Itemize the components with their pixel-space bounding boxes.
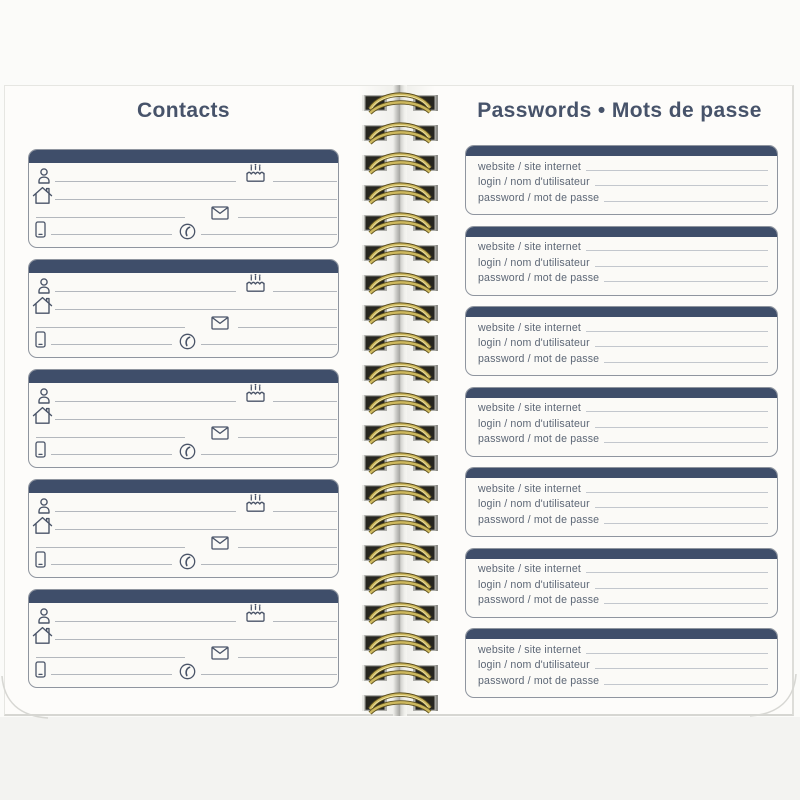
- login-row: [478, 415, 768, 431]
- home-icon: [32, 296, 53, 315]
- page-title: Contacts: [136, 99, 231, 122]
- writing-line: [604, 201, 768, 202]
- binding-loop: [361, 149, 439, 176]
- writing-line: [604, 442, 768, 443]
- passwords-page: [404, 85, 794, 716]
- password-card: [465, 306, 778, 376]
- field-label: login / nom d'utilisateur: [478, 659, 590, 672]
- writing-line: [238, 657, 337, 658]
- binding-loop: [361, 539, 439, 566]
- person-icon: [36, 607, 52, 625]
- writing-line: [604, 603, 768, 604]
- birthday-cake-icon: [244, 603, 267, 623]
- card-header-bar: [29, 370, 338, 383]
- field-label: website / site internet: [478, 643, 581, 656]
- writing-line: [51, 564, 172, 565]
- writing-line: [586, 653, 768, 654]
- writing-line: [51, 234, 172, 235]
- writing-line: [51, 454, 172, 455]
- login-row: [478, 496, 768, 512]
- envelope-icon: [211, 646, 229, 660]
- binding-loop: [361, 119, 439, 146]
- writing-line: [55, 309, 337, 310]
- card-header-bar: [466, 146, 777, 156]
- login-row: [478, 576, 768, 592]
- writing-line: [238, 437, 337, 438]
- login-row: [478, 254, 768, 270]
- telephone-icon: [179, 443, 196, 460]
- birthday-cake-icon: [244, 163, 267, 183]
- binding-loop: [361, 359, 439, 386]
- password-card: [465, 548, 778, 618]
- password-card: [465, 467, 778, 537]
- writing-line: [586, 170, 768, 171]
- website-row: [478, 239, 768, 255]
- website-row: [478, 158, 768, 174]
- field-label: website / site internet: [478, 563, 581, 576]
- binding-loop: [361, 389, 439, 416]
- card-header-bar: [466, 549, 777, 559]
- binding-loop: [361, 179, 439, 206]
- writing-line: [586, 250, 768, 251]
- writing-line: [55, 621, 236, 622]
- password-row: [478, 592, 768, 608]
- password-row: [478, 270, 768, 286]
- card-header-bar: [29, 150, 338, 163]
- card-header-bar: [466, 468, 777, 478]
- envelope-icon: [211, 426, 229, 440]
- writing-line: [51, 344, 172, 345]
- card-header-bar: [466, 388, 777, 398]
- writing-line: [36, 547, 185, 548]
- field-label: login / nom d'utilisateur: [478, 337, 590, 350]
- writing-line: [595, 588, 768, 589]
- home-icon: [32, 406, 53, 425]
- writing-line: [604, 281, 768, 282]
- password-card-list: [465, 145, 778, 709]
- login-row: [478, 657, 768, 673]
- writing-line: [201, 344, 337, 345]
- telephone-icon: [179, 553, 196, 570]
- desk-background: [0, 717, 800, 800]
- binding-loop: [361, 689, 439, 716]
- writing-line: [238, 547, 337, 548]
- website-row: [478, 400, 768, 416]
- writing-line: [55, 511, 236, 512]
- binding-loop: [361, 509, 439, 536]
- binding-loop: [361, 299, 439, 326]
- binding-loop: [361, 479, 439, 506]
- writing-line: [586, 411, 768, 412]
- person-icon: [36, 167, 52, 185]
- website-row: [478, 319, 768, 335]
- writing-line: [595, 427, 768, 428]
- field-label: website / site internet: [478, 402, 581, 415]
- writing-line: [55, 291, 236, 292]
- writing-line: [55, 401, 236, 402]
- writing-line: [201, 674, 337, 675]
- envelope-icon: [211, 536, 229, 550]
- writing-line: [36, 217, 185, 218]
- person-icon: [36, 497, 52, 515]
- binding-loop: [361, 209, 439, 236]
- password-card: [465, 628, 778, 698]
- card-header-bar: [466, 629, 777, 639]
- writing-line: [604, 523, 768, 524]
- writing-line: [238, 327, 337, 328]
- birthday-cake-icon: [244, 383, 267, 403]
- field-label: password / mot de passe: [478, 272, 600, 285]
- website-row: [478, 561, 768, 577]
- mobile-phone-icon: [35, 551, 46, 568]
- writing-line: [273, 291, 337, 292]
- card-header-bar: [466, 227, 777, 237]
- writing-line: [586, 331, 768, 332]
- password-row: [478, 189, 768, 205]
- contact-card: [28, 259, 339, 358]
- writing-line: [586, 572, 768, 573]
- password-row: [478, 672, 768, 688]
- writing-line: [55, 639, 337, 640]
- field-label: password / mot de passe: [478, 191, 600, 204]
- birthday-cake-icon: [244, 273, 267, 293]
- field-label: login / nom d'utilisateur: [478, 256, 590, 269]
- field-label: password / mot de passe: [478, 433, 600, 446]
- home-icon: [32, 626, 53, 645]
- field-label: login / nom d'utilisateur: [478, 498, 590, 511]
- writing-line: [273, 511, 337, 512]
- home-icon: [32, 516, 53, 535]
- field-label: website / site internet: [478, 482, 581, 495]
- binding-loop: [361, 269, 439, 296]
- binding-loop: [361, 449, 439, 476]
- writing-line: [55, 529, 337, 530]
- login-row: [478, 174, 768, 190]
- password-row: [478, 350, 768, 366]
- binding-loop: [361, 329, 439, 356]
- writing-line: [595, 668, 768, 669]
- telephone-icon: [179, 223, 196, 240]
- writing-line: [273, 401, 337, 402]
- website-row: [478, 641, 768, 657]
- telephone-icon: [179, 333, 196, 350]
- contact-card: [28, 369, 339, 468]
- writing-line: [604, 362, 768, 363]
- contact-card: [28, 479, 339, 578]
- mobile-phone-icon: [35, 331, 46, 348]
- writing-line: [604, 684, 768, 685]
- field-label: password / mot de passe: [478, 352, 600, 365]
- person-icon: [36, 277, 52, 295]
- home-icon: [32, 186, 53, 205]
- password-card: [465, 226, 778, 296]
- envelope-icon: [211, 316, 229, 330]
- binding-loop: [361, 629, 439, 656]
- writing-line: [36, 327, 185, 328]
- field-label: password / mot de passe: [478, 594, 600, 607]
- card-header-bar: [466, 307, 777, 317]
- writing-line: [201, 454, 337, 455]
- field-label: login / nom d'utilisateur: [478, 417, 590, 430]
- field-label: website / site internet: [478, 160, 581, 173]
- mobile-phone-icon: [35, 221, 46, 238]
- contacts-page: [4, 85, 397, 716]
- writing-line: [273, 621, 337, 622]
- writing-line: [201, 234, 337, 235]
- card-header-bar: [29, 590, 338, 603]
- birthday-cake-icon: [244, 493, 267, 513]
- field-label: password / mot de passe: [478, 513, 600, 526]
- writing-line: [51, 674, 172, 675]
- telephone-icon: [179, 663, 196, 680]
- page-corner-curve: [748, 672, 798, 717]
- login-row: [478, 335, 768, 351]
- binding-loop: [361, 419, 439, 446]
- writing-line: [595, 507, 768, 508]
- writing-line: [238, 217, 337, 218]
- field-label: login / nom d'utilisateur: [478, 578, 590, 591]
- website-row: [478, 480, 768, 496]
- writing-line: [55, 419, 337, 420]
- contact-card: [28, 149, 339, 248]
- writing-line: [595, 266, 768, 267]
- field-label: password / mot de passe: [478, 674, 600, 687]
- field-label: login / nom d'utilisateur: [478, 176, 590, 189]
- password-row: [478, 431, 768, 447]
- mobile-phone-icon: [35, 441, 46, 458]
- binding-loop: [361, 569, 439, 596]
- writing-line: [273, 181, 337, 182]
- binding-loop: [361, 239, 439, 266]
- spiral-binding: [361, 89, 439, 719]
- binding-loop: [361, 89, 439, 116]
- writing-line: [36, 657, 185, 658]
- card-header-bar: [29, 260, 338, 273]
- writing-line: [595, 346, 768, 347]
- page-corner-curve: [0, 674, 50, 719]
- card-header-bar: [29, 480, 338, 493]
- field-label: website / site internet: [478, 321, 581, 334]
- writing-line: [36, 437, 185, 438]
- field-label: website / site internet: [478, 241, 581, 254]
- password-card: [465, 145, 778, 215]
- envelope-icon: [211, 206, 229, 220]
- writing-line: [55, 181, 236, 182]
- contact-card: [28, 589, 339, 688]
- binding-loop: [361, 599, 439, 626]
- password-row: [478, 511, 768, 527]
- page-title: Passwords • Mots de passe: [477, 99, 762, 122]
- person-icon: [36, 387, 52, 405]
- contact-card-list: [28, 149, 339, 699]
- writing-line: [586, 492, 768, 493]
- writing-line: [201, 564, 337, 565]
- password-card: [465, 387, 778, 457]
- writing-line: [595, 185, 768, 186]
- binding-loop: [361, 659, 439, 686]
- writing-line: [55, 199, 337, 200]
